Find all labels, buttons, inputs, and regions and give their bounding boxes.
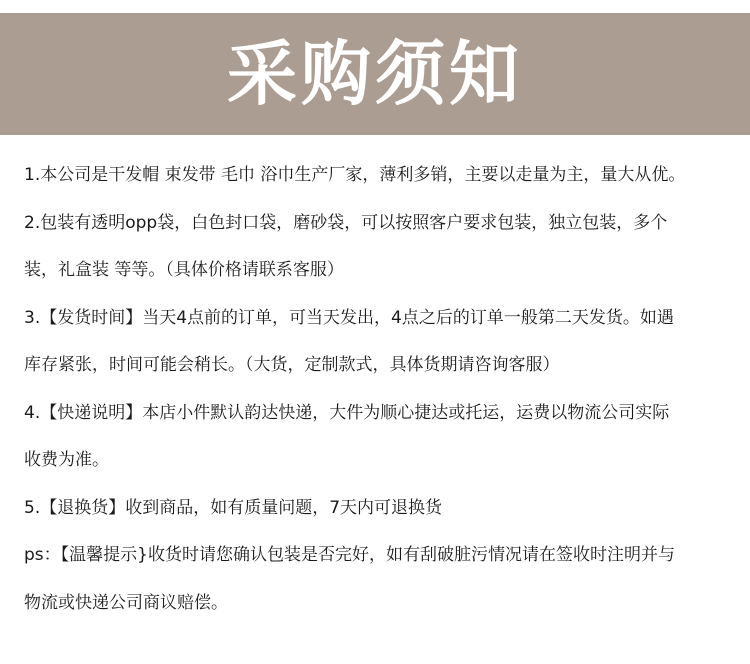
notice-line: 1.本公司是干发帽 束发带 毛巾 浴巾生产厂家，薄利多销，主要以走量为主，量大从优。 [24,165,686,185]
notice-line: 装，礼盒装 等等。（具体价格请联系客服） [24,260,344,280]
notice-line: 物流或快递公司商议赔偿。 [24,592,228,613]
notice-line: 2.包装有透明opp袋，白色封口袋，磨砂袋，可以按照客户要求包装，独立包装，多个 [24,212,668,233]
notice-content [24,160,730,635]
notice-line: 5.【退换货】收到商品，如有质量问题，7天内可退换货 [24,497,443,518]
notice-line: 4.【快递说明】本店小件默认韵达快递，大件为顺心捷达或托运，运费以物流公司实际 [24,402,670,423]
notice-line: ps：【温馨提示}收货时请您确认包装是否完好，如有刮破脏污情况请在签收时注明并与 [24,545,675,565]
header-banner [0,13,750,135]
notice-line: 收费为准。 [24,450,109,470]
notice-line: 库存紧张，时间可能会稍长。（大货，定制款式，具体货期请咨询客服） [24,355,560,375]
notice-line: 3.【发货时间】当天4点前的订单，可当天发出，4点之后的订单一般第二天发货。如遇 [24,307,674,328]
page-title: 采购须知 [227,33,523,115]
